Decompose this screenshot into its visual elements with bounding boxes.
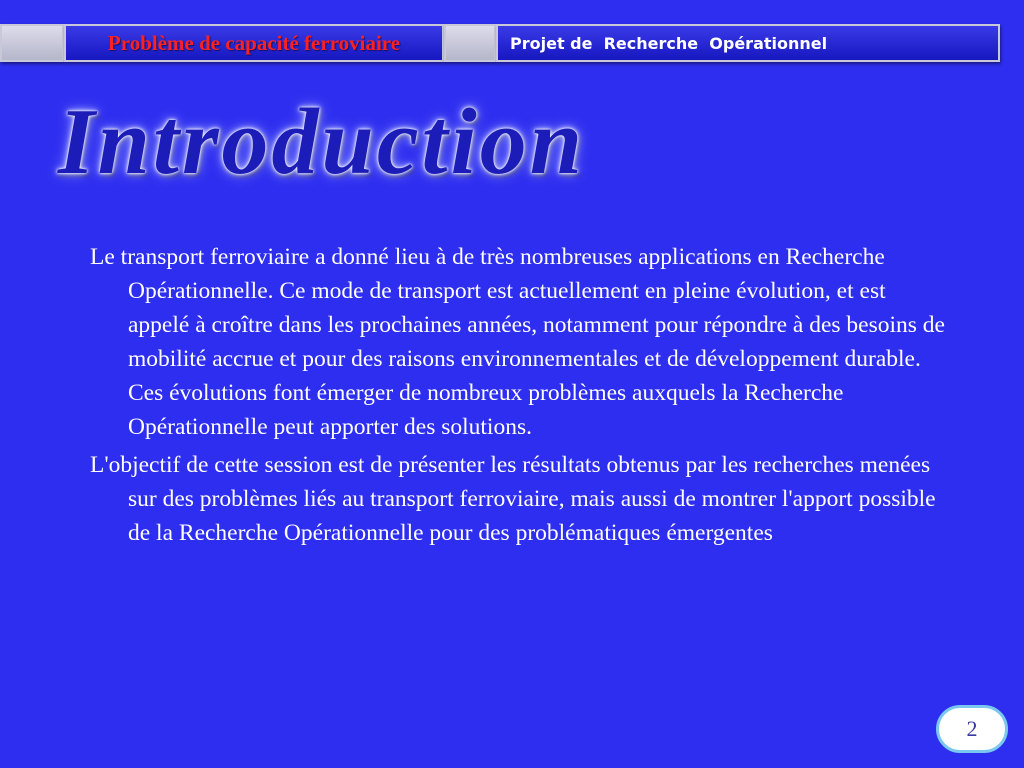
header-middle-square [444,24,496,62]
slide-body [90,240,950,554]
header-project-label: Projet de Recherche Opérationnel [510,33,828,53]
header-left-square [0,24,64,62]
slide-heading: Introduction [58,90,586,194]
paragraph-1: Le transport ferroviaire a donné lieu à de très nombreuses applications en Recherche Opérationnelle. Ce mode de transport est actuellement en pleine évolution, et est appelé à croître dans les prochaines années, notamment pour répondre à des besoins de mobilité accrue et pour des raisons environnementales et de développement durable. Ces évolutions font émerger de nombreux problèmes auxquels la Recherche Opérationnelle peut apporter des solutions. [90,244,945,440]
header-title: Problème de capacité ferroviaire [107,30,401,55]
header-title-box [64,24,444,62]
paragraph-2: L'objectif de cette session est de présenter les résultats obtenus par les recherches menées sur des problèmes liés au transport ferroviaire, mais aussi de montrer l'apport possible de la Recherche Opérationnelle pour des problématiques émergentes [90,452,936,546]
page-number-badge: 2 [936,705,1008,753]
header-project-box [496,24,1000,62]
